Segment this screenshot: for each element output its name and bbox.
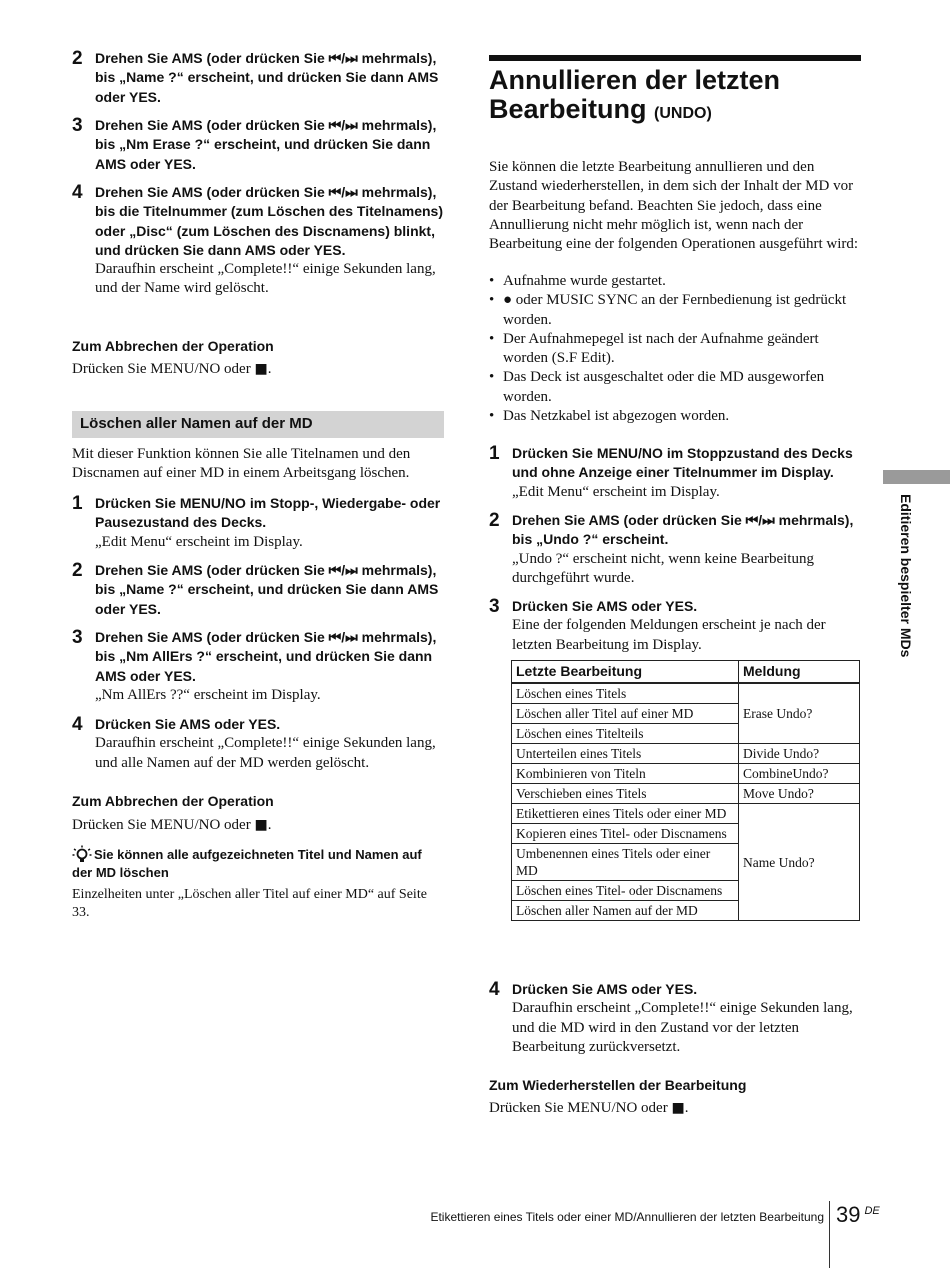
page-heading: Annullieren der letzten Bearbeitung (UNDO) bbox=[489, 65, 781, 124]
column-header: Letzte Bearbeitung bbox=[512, 661, 739, 684]
table-cell: Löschen aller Titel auf einer MD bbox=[512, 704, 739, 724]
list-item: • Aufnahme wurde gestartet. bbox=[489, 272, 861, 291]
table-row bbox=[512, 804, 860, 824]
step-body: Eine der folgenden Meldungen erscheint je nach der letzten Bearbeitung im Display. bbox=[512, 617, 826, 653]
list-item: • Der Aufnahmepegel ist nach der Aufnahme geändert worden (S.F Edit). bbox=[489, 330, 861, 369]
side-tab-marker bbox=[883, 470, 950, 484]
table-row bbox=[512, 744, 860, 764]
message-cell: Name Undo? bbox=[739, 804, 860, 921]
message-cell: Erase Undo? bbox=[739, 683, 860, 744]
table-cell: Verschieben eines Titels bbox=[512, 784, 739, 804]
table-row bbox=[512, 683, 860, 704]
stop-icon: ■ bbox=[671, 1100, 685, 1116]
step-title: Drehen Sie AMS (oder drücken Sie ⏮/⏭ mehrmals), bis die Titelnummer (zum Löschen des Titelnamens) oder „Disc“ (zum Löschen des Discnamens) blinkt, und drücken Sie dann AMS oder YES. bbox=[95, 184, 444, 258]
step-number: 4 bbox=[489, 979, 500, 1000]
step-title: Drehen Sie AMS (oder drücken Sie ⏮/⏭ mehrmals), bis „Name ?“ erscheint, und drücken Sie dann AMS oder YES. bbox=[95, 562, 439, 617]
page-number: 39 $^{DE}$ bbox=[836, 1202, 880, 1227]
table-row bbox=[512, 784, 860, 804]
heading-tag: (UNDO) bbox=[654, 105, 712, 122]
step-number: 3 bbox=[72, 115, 83, 136]
step-title: Drücken Sie MENU/NO im Stopp-, Wiedergabe- oder Pausezustand des Decks. bbox=[95, 495, 441, 531]
lightbulb-icon bbox=[72, 845, 92, 865]
table-cell: Löschen eines Titel- oder Discnamens bbox=[512, 881, 739, 901]
step-body: „Edit Menu“ erscheint im Display. bbox=[95, 533, 303, 550]
step-title: Drücken Sie AMS oder YES. bbox=[512, 598, 698, 614]
step-title: Drehen Sie AMS (oder drücken Sie ⏮/⏭ mehrmals), bis „Undo ?“ erscheint. bbox=[512, 512, 854, 548]
footer-divider bbox=[829, 1201, 830, 1268]
step-4 bbox=[72, 715, 444, 773]
table-cell: Löschen eines Titelteils bbox=[512, 724, 739, 744]
step-body: „Edit Menu“ erscheint im Display. bbox=[512, 483, 720, 500]
cancel-heading: Zum Abbrechen der Operation bbox=[72, 338, 274, 354]
table-row bbox=[512, 764, 860, 784]
section-heading-bar bbox=[72, 411, 444, 438]
list-item: • Das Deck ist ausgeschaltet oder die MD ausgeworfen worden. bbox=[489, 368, 861, 407]
step-number: 3 bbox=[489, 596, 500, 617]
table-cell: Umbenennen eines Titels oder einer MD bbox=[512, 844, 739, 881]
step-number: 2 bbox=[489, 510, 500, 531]
step-body: „Nm AllErs ??“ erscheint im Display. bbox=[95, 686, 321, 703]
step-3 bbox=[72, 116, 444, 174]
cancel-text: Drücken Sie MENU/NO oder ■. bbox=[72, 361, 272, 377]
list-item: • Das Netzkabel ist abgezogen worden. bbox=[489, 407, 861, 426]
heading-rule bbox=[489, 55, 861, 61]
step-title: Drehen Sie AMS (oder drücken Sie ⏮/⏭ mehrmals), bis „Name ?“ erscheint, und drücken Sie dann AMS oder YES. bbox=[95, 50, 439, 105]
step-title: Drücken Sie AMS oder YES. bbox=[95, 716, 281, 732]
step-4 bbox=[489, 980, 861, 1057]
step-2 bbox=[72, 561, 444, 619]
step-number: 2 bbox=[72, 560, 83, 581]
step-number: 4 bbox=[72, 182, 83, 203]
step-1 bbox=[489, 444, 861, 502]
step-2 bbox=[72, 49, 444, 107]
section-heading: Löschen aller Namen auf der MD bbox=[80, 415, 313, 432]
undo-table bbox=[511, 660, 860, 921]
tip-title: Sie können alle aufgezeichneten Titel und Namen auf der MD löschen bbox=[72, 847, 422, 880]
step-2 bbox=[489, 511, 861, 588]
step-body: Daraufhin erscheint „Complete!!“ einige Sekunden lang, und die MD wird in den Zustand vor der letzten Bearbeitung zurückversetzt. bbox=[512, 1000, 853, 1055]
table-cell: Löschen eines Titels bbox=[512, 683, 739, 704]
side-tab-label: Editieren bespielter MDs bbox=[898, 494, 914, 658]
stop-icon: ■ bbox=[254, 817, 268, 833]
step-number: 4 bbox=[72, 714, 83, 735]
restore-heading: Zum Wiederherstellen der Bearbeitung bbox=[489, 1077, 747, 1093]
tip-box bbox=[72, 846, 444, 922]
table-cell: Etikettieren eines Titels oder einer MD bbox=[512, 804, 739, 824]
step-number: 3 bbox=[72, 627, 83, 648]
step-1 bbox=[72, 494, 444, 552]
cancel-text: Drücken Sie MENU/NO oder ■. bbox=[72, 817, 272, 833]
table-cell: Kopieren eines Titel- oder Discnamens bbox=[512, 824, 739, 844]
table-header bbox=[512, 661, 860, 684]
table-cell: Unterteilen eines Titels bbox=[512, 744, 739, 764]
language-code: DE bbox=[864, 1205, 880, 1217]
step-number: 2 bbox=[72, 48, 83, 69]
column-header: Meldung bbox=[739, 661, 860, 684]
tip-text: Einzelheiten unter „Löschen aller Titel auf einer MD“ auf Seite 33. bbox=[72, 887, 427, 920]
intro-text: Sie können die letzte Bearbeitung annullieren und den Zustand wiederherstellen, in dem sich der Inhalt der MD vor der Bearbeitung befand. Beachten Sie jedoch, dass eine Annullierung nicht mehr möglich ist, wenn nach der Bearbeitung eine der folgenden Operationen ausgeführt wird: bbox=[489, 159, 859, 253]
step-3 bbox=[72, 628, 444, 705]
step-body: Daraufhin erscheint „Complete!!“ einige Sekunden lang, und der Name wird gelöscht. bbox=[95, 261, 436, 297]
step-title: Drehen Sie AMS (oder drücken Sie ⏮/⏭ mehrmals), bis „Nm Erase ?“ erscheint, und drücken Sie dann AMS oder YES. bbox=[95, 117, 437, 172]
bullet-list bbox=[489, 272, 861, 426]
footer-text: Etikettieren eines Titels oder einer MD/Annullieren der letzten Bearbeitung bbox=[430, 1210, 824, 1224]
message-cell: Divide Undo? bbox=[739, 744, 860, 764]
section-intro: Mit dieser Funktion können Sie alle Titelnamen und den Discnamen auf einer MD in einem Arbeitsgang löschen. bbox=[72, 446, 411, 482]
step-4 bbox=[72, 183, 444, 299]
restore-text: Drücken Sie MENU/NO oder ■. bbox=[489, 1100, 689, 1116]
table-cell: Löschen aller Namen auf der MD bbox=[512, 901, 739, 921]
step-title: Drehen Sie AMS (oder drücken Sie ⏮/⏭ mehrmals), bis „Nm AllErs ?“ erscheint, und drücken Sie dann AMS oder YES. bbox=[95, 629, 437, 684]
step-body: Daraufhin erscheint „Complete!!“ einige Sekunden lang, und alle Namen auf der MD werden gelöscht. bbox=[95, 735, 436, 771]
step-title: Drücken Sie MENU/NO im Stoppzustand des Decks und ohne Anzeige einer Titelnummer im Display. bbox=[512, 445, 853, 481]
table-cell: Kombinieren von Titeln bbox=[512, 764, 739, 784]
step-body: „Undo ?“ erscheint nicht, wenn keine Bearbeitung durchgeführt wurde. bbox=[512, 550, 814, 586]
message-cell: Move Undo? bbox=[739, 784, 860, 804]
cancel-heading: Zum Abbrechen der Operation bbox=[72, 793, 274, 809]
stop-icon: ■ bbox=[254, 361, 268, 377]
step-number: 1 bbox=[489, 443, 500, 464]
list-item: • ● oder MUSIC SYNC an der Fernbedienung ist gedrückt worden. bbox=[489, 291, 861, 330]
step-title: Drücken Sie AMS oder YES. bbox=[512, 981, 698, 997]
step-3 bbox=[489, 597, 861, 655]
step-number: 1 bbox=[72, 493, 83, 514]
message-cell: CombineUndo? bbox=[739, 764, 860, 784]
